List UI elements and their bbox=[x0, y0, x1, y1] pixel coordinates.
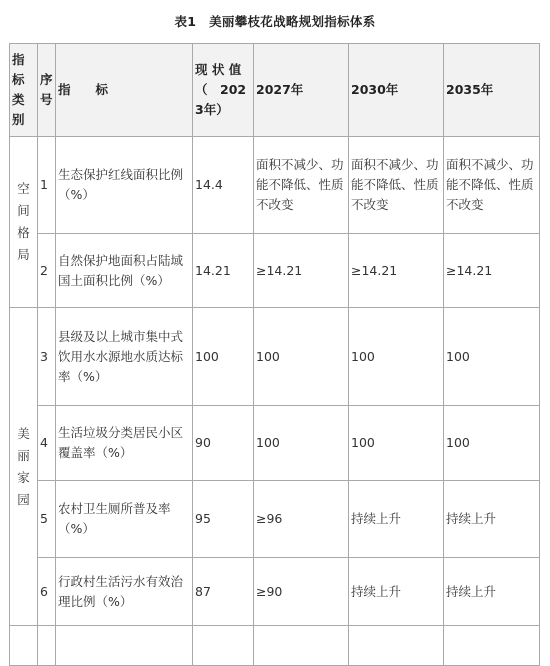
target-2027-cell: ≥90 bbox=[254, 558, 349, 626]
target-2027-cell: ≥96 bbox=[254, 481, 349, 558]
seq-cell: 2 bbox=[38, 234, 56, 308]
current-value-cell: 87 bbox=[193, 558, 254, 626]
table-row-partial bbox=[10, 626, 540, 666]
table-row bbox=[10, 406, 540, 481]
header-category: 指标类别 bbox=[10, 44, 38, 137]
header-2035: 2035年 bbox=[444, 44, 540, 137]
target-2030-cell: 持续上升 bbox=[349, 481, 444, 558]
current-value-cell: 14.4 bbox=[193, 137, 254, 234]
target-2030-cell: 100 bbox=[349, 406, 444, 481]
table-row bbox=[10, 481, 540, 558]
category-label: 空间格局 bbox=[17, 181, 30, 262]
current-value-cell: 95 bbox=[193, 481, 254, 558]
header-2027: 2027年 bbox=[254, 44, 349, 137]
header-row bbox=[10, 44, 540, 137]
category-cell bbox=[10, 308, 38, 626]
target-2030-cell: 持续上升 bbox=[349, 558, 444, 626]
target-2035-cell: ≥14.21 bbox=[444, 234, 540, 308]
indicator-cell: 生活垃圾分类居民小区覆盖率（%） bbox=[56, 406, 193, 481]
target-2035-cell: 持续上升 bbox=[444, 481, 540, 558]
target-2027-cell: 100 bbox=[254, 406, 349, 481]
indicator-cell: 自然保护地面积占陆域国土面积比例（%） bbox=[56, 234, 193, 308]
target-2027-cell: 面积不减少、功能不降低、性质不改变 bbox=[254, 137, 349, 234]
category-cell bbox=[10, 137, 38, 308]
target-2030-cell: ≥14.21 bbox=[349, 234, 444, 308]
table-row bbox=[10, 234, 540, 308]
target-2035-cell: 100 bbox=[444, 308, 540, 406]
target-2030-cell: 面积不减少、功能不降低、性质不改变 bbox=[349, 137, 444, 234]
target-2027-cell: 100 bbox=[254, 308, 349, 406]
target-2035-cell: 持续上升 bbox=[444, 558, 540, 626]
indicator-cell: 农村卫生厕所普及率（%） bbox=[56, 481, 193, 558]
indicator-cell: 生态保护红线面积比例（%） bbox=[56, 137, 193, 234]
table-row bbox=[10, 308, 540, 406]
header-indicator: 指 标 bbox=[56, 44, 193, 137]
table-row bbox=[10, 558, 540, 626]
target-2035-cell: 面积不减少、功能不降低、性质不改变 bbox=[444, 137, 540, 234]
table-row bbox=[10, 137, 540, 234]
target-2035-cell: 100 bbox=[444, 406, 540, 481]
category-label: 美丽家园 bbox=[17, 425, 30, 507]
indicator-cell: 县级及以上城市集中式饮用水水源地水质达标率（%） bbox=[56, 308, 193, 406]
seq-cell: 3 bbox=[38, 308, 56, 406]
table-title: 表1 美丽攀枝花战略规划指标体系 bbox=[174, 14, 376, 29]
current-value-cell: 90 bbox=[193, 406, 254, 481]
seq-cell: 5 bbox=[38, 481, 56, 558]
header-current: 现 状 值（ 2023年） bbox=[193, 44, 254, 137]
current-value-cell: 14.21 bbox=[193, 234, 254, 308]
seq-cell: 6 bbox=[38, 558, 56, 626]
header-seq: 序号 bbox=[38, 44, 56, 137]
seq-cell: 1 bbox=[38, 137, 56, 234]
current-value-cell: 100 bbox=[193, 308, 254, 406]
indicator-table bbox=[9, 43, 540, 666]
header-2030: 2030年 bbox=[349, 44, 444, 137]
target-2027-cell: ≥14.21 bbox=[254, 234, 349, 308]
target-2030-cell: 100 bbox=[349, 308, 444, 406]
indicator-cell: 行政村生活污水有效治理比例（%） bbox=[56, 558, 193, 626]
seq-cell: 4 bbox=[38, 406, 56, 481]
